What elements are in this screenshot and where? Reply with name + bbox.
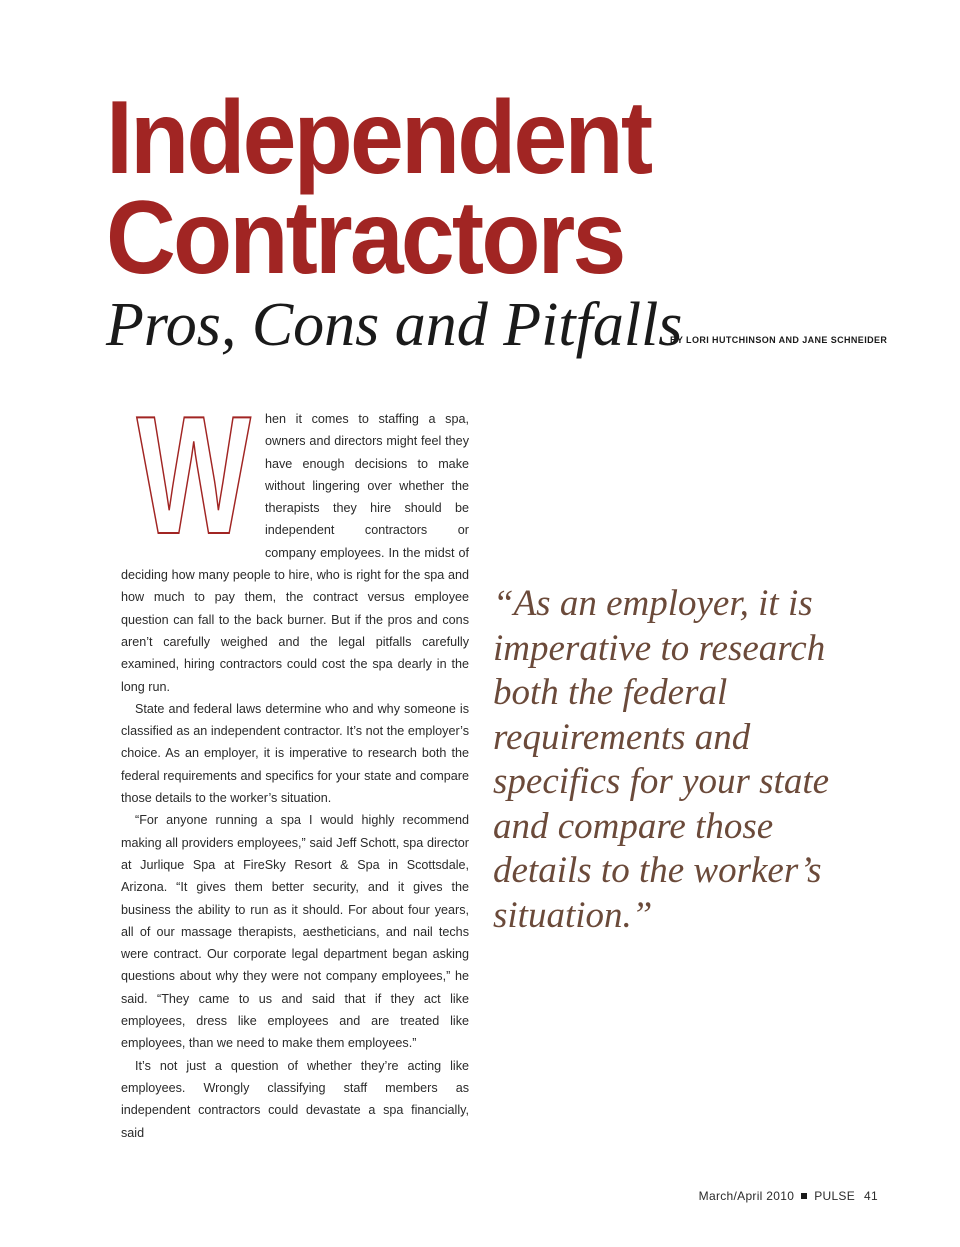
page-number: 41 — [864, 1189, 878, 1203]
article-title — [106, 80, 683, 296]
body-paragraph-4: It’s not just a question of whether they’re acting like employees. Wrongly classifying staff members as independent contractors could devastate a spa financially, said — [121, 1058, 469, 1140]
body-column — [121, 381, 469, 1144]
square-bullet-icon — [801, 1193, 807, 1199]
pull-quote: “As an employer, it is imperative to research both the federal requirements and specifics for your state and compare those details to the worker’s situation.” — [493, 583, 830, 936]
title-line-1: Independent — [106, 80, 651, 196]
body-paragraph-2: State and federal laws determine who and why someone is classified as an independent contractor. It’s not the employer’s choice. As an employer, it is imperative to research both the federal requirements and specifics for your state and compare those details to the worker’s situation. — [121, 701, 469, 806]
footer-issue: March/April 2010 — [698, 1189, 795, 1203]
footer-magazine: PULSE — [814, 1189, 856, 1203]
title-line-2: Contractors — [106, 180, 624, 296]
body-paragraph-1: hen it comes to staffing a spa, owners and directors might feel they have enough decisions to make without lingering over whether the therapists they hire should be independent contractors or company employees. In the midst of deciding how many people to hire, who is right for the spa and how much to pay them, the contract versus employee question can fall to the back burner. But if the pros and cons aren’t carefully weighed and the legal pitfalls carefully examined, hiring contractors could cost the spa dearly in the long run. — [121, 412, 469, 694]
drop-cap-letter: W — [136, 381, 248, 569]
page-footer — [699, 1189, 878, 1203]
byline: BY LORI HUTCHINSON AND JANE SCHNEIDER — [670, 335, 888, 345]
drop-cap — [119, 381, 265, 569]
body-paragraph-3: “For anyone running a spa I would highly recommend making all providers employees,” said Jeff Schott, spa director at Jurlique Spa at FireSky Resort & Spa in Scottsdale, Arizona. “It gives them better security, and it gives the business the ability to run as it should. For about four years, all of our massage therapists, aestheticians, and nail techs were contract. Our corporate legal department began asking questions about why they were not company employees,” he said. “They came to us and said that if they act like employees, dress like employees and are treated like employees, than we need to make them employees.” — [121, 813, 469, 1051]
article-subtitle: Pros, Cons and Pitfalls — [106, 291, 683, 359]
